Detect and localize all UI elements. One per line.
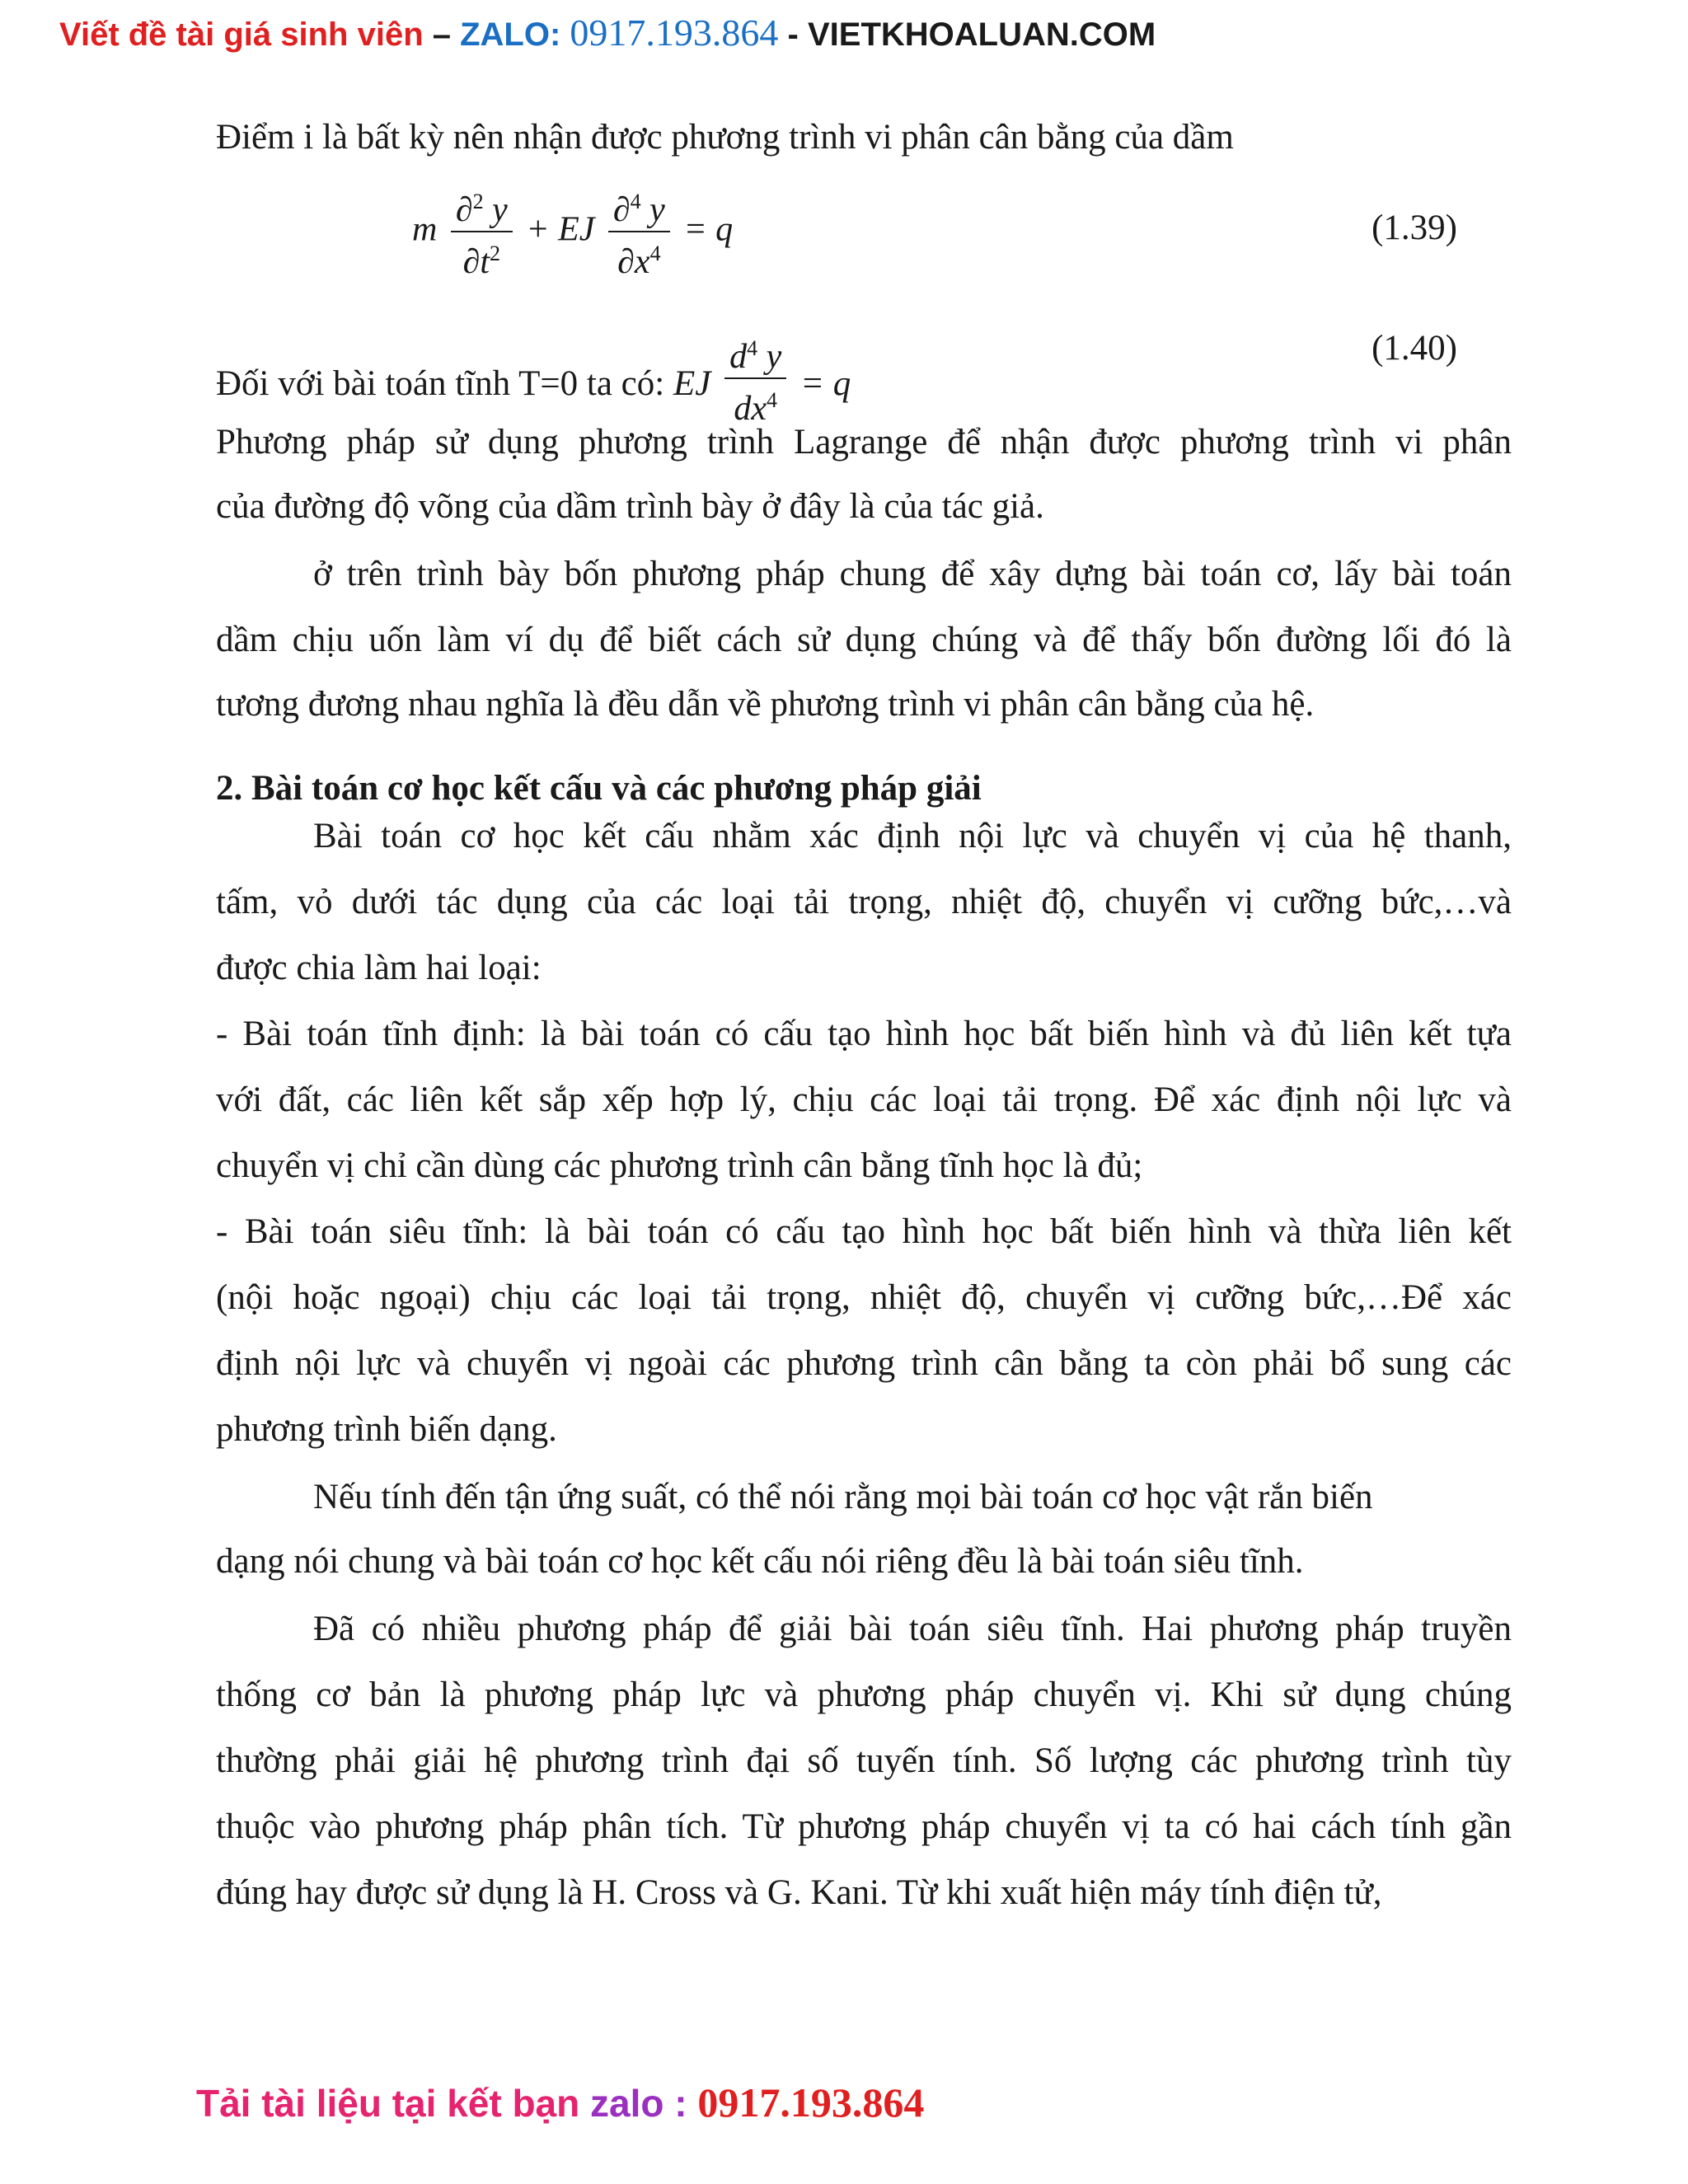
paragraph-line: dầm chịu uốn làm ví dụ để biết cách sử dụng chúng và để thấy bốn đường lối đó là [216,621,1512,659]
equation-1-39 [412,181,733,284]
paragraph-line: phương trình biến dạng. [216,1410,557,1449]
paragraph-line: Đã có nhiều phương pháp để giải bài toán siêu tĩnh. Hai phương pháp truyền [313,1610,1512,1648]
paragraph-line: dạng nói chung và bài toán cơ học kết cấu nói riêng đều là bài toán siêu tĩnh. [216,1542,1304,1581]
footer-zalo: zalo : [590,2082,698,2125]
eq-d: d [729,338,748,376]
eq-ej: EJ [673,364,711,403]
paragraph-line: Nếu tính đến tận ứng suất, có thể nói rằng mọi bài toán cơ học vật rắn biến [313,1478,1373,1516]
paragraph-line: tương đương nhau nghĩa là đều dẫn về phương trình vi phân cân bằng của hệ. [216,685,1315,724]
eq-exp: 4 [747,336,758,360]
eq-exp: 4 [649,241,661,265]
eq-mass: m [412,210,438,249]
paragraph-line: ở trên trình bày bốn phương pháp chung để xây dựng bài toán cơ, lấy bài toán [313,555,1512,593]
paragraph-line: định nội lực và chuyển vị ngoài các phương trình cân bằng ta còn phải bổ sung các [216,1344,1512,1383]
eq-var: y [766,338,782,376]
eq-lead-text: Đối với bài toán tĩnh T=0 ta có: [216,364,673,403]
header-dash: - [778,16,808,53]
header-text: Viết đề tài giá sinh viên [59,16,424,53]
equation-1-40 [216,328,851,430]
paragraph-line: thống cơ bản là phương pháp lực và phương pháp chuyển vị. Khi sử dụng chúng [216,1675,1512,1714]
paragraph-line: thuộc vào phương pháp phân tích. Từ phương pháp chuyển vị ta có hai cách tính gần [216,1807,1512,1846]
paragraph-line: được chia làm hai loại: [216,949,542,987]
eq-denominator: ∂t [462,243,490,281]
paragraph-line: thường phải giải hệ phương trình đại số tuyến tính. Số lượng các phương trình tùy [216,1741,1512,1780]
paragraph-line: tấm, vỏ dưới tác dụng của các loại tải trọng, nhiệt độ, chuyển vị cưỡng bức,…và [216,883,1512,921]
equation-number: (1.39) [1372,209,1457,247]
eq-exp: 2 [490,241,501,265]
footer-text: Tải tài liệu tại kết bạn [196,2082,591,2125]
paragraph-line: (nội hoặc ngoại) chịu các loại tải trọng, nhiệt độ, chuyển vị cưỡng bức,…Để xác [216,1278,1512,1317]
fraction [724,328,786,430]
bullet-line: - Bài toán siêu tĩnh: là bài toán có cấu tạo hình học bất biến hình và thừa liên kết [216,1212,1512,1251]
intro-line: Điểm i là bất kỳ nên nhận được phương trình vi phân cân bằng của dầm [216,118,1234,157]
header-dash: – [423,16,461,53]
paragraph-line: chuyển vị chỉ cần dùng các phương trình cân bằng tĩnh học là đủ; [216,1146,1143,1185]
eq-rhs: = q [683,210,734,249]
eq-exp: 4 [766,388,777,412]
header-site: VIETKHOALUAN.COM [807,16,1156,53]
footer-phone: 0917.193.864 [697,2079,925,2125]
eq-var: y [640,191,665,229]
eq-rhs: = q [799,364,851,403]
paragraph-line: đúng hay được sử dụng là H. Cross và G. Kani. Từ khi xuất hiện máy tính điện tử, [216,1873,1382,1912]
eq-partial: ∂ [612,191,631,229]
paragraph-line: với đất, các liên kết sắp xếp hợp lý, chịu các loại tải trọng. Để xác định nội lực và [216,1080,1512,1119]
eq-exp: 4 [630,190,641,213]
eq-denominator: ∂x [617,243,650,281]
fraction [608,181,670,284]
section-heading: 2. Bài toán cơ học kết cấu và các phương pháp giải [216,769,982,808]
eq-partial: ∂ [455,191,473,229]
eq-exp: 2 [472,190,484,213]
fraction [451,181,513,284]
header-banner [59,8,1156,58]
header-zalo-label: ZALO: [460,16,570,53]
equation-number: (1.40) [1372,329,1457,368]
eq-var: y [483,191,508,229]
paragraph-line: Phương pháp sử dụng phương trình Lagrange để nhận được phương trình vi phân [216,423,1512,462]
header-phone: 0917.193.864 [570,12,779,54]
eq-plus-ej: + EJ [526,210,595,249]
eq-denominator: dx [734,390,767,428]
footer-banner [196,2079,924,2126]
paragraph-line: của đường độ võng của dầm trình bày ở đây là của tác giả. [216,487,1044,526]
bullet-line: - Bài toán tĩnh định: là bài toán có cấu tạo hình học bất biến hình và đủ liên kết tựa [216,1015,1512,1053]
paragraph-line: Bài toán cơ học kết cấu nhằm xác định nội lực và chuyển vị của hệ thanh, [313,817,1512,855]
